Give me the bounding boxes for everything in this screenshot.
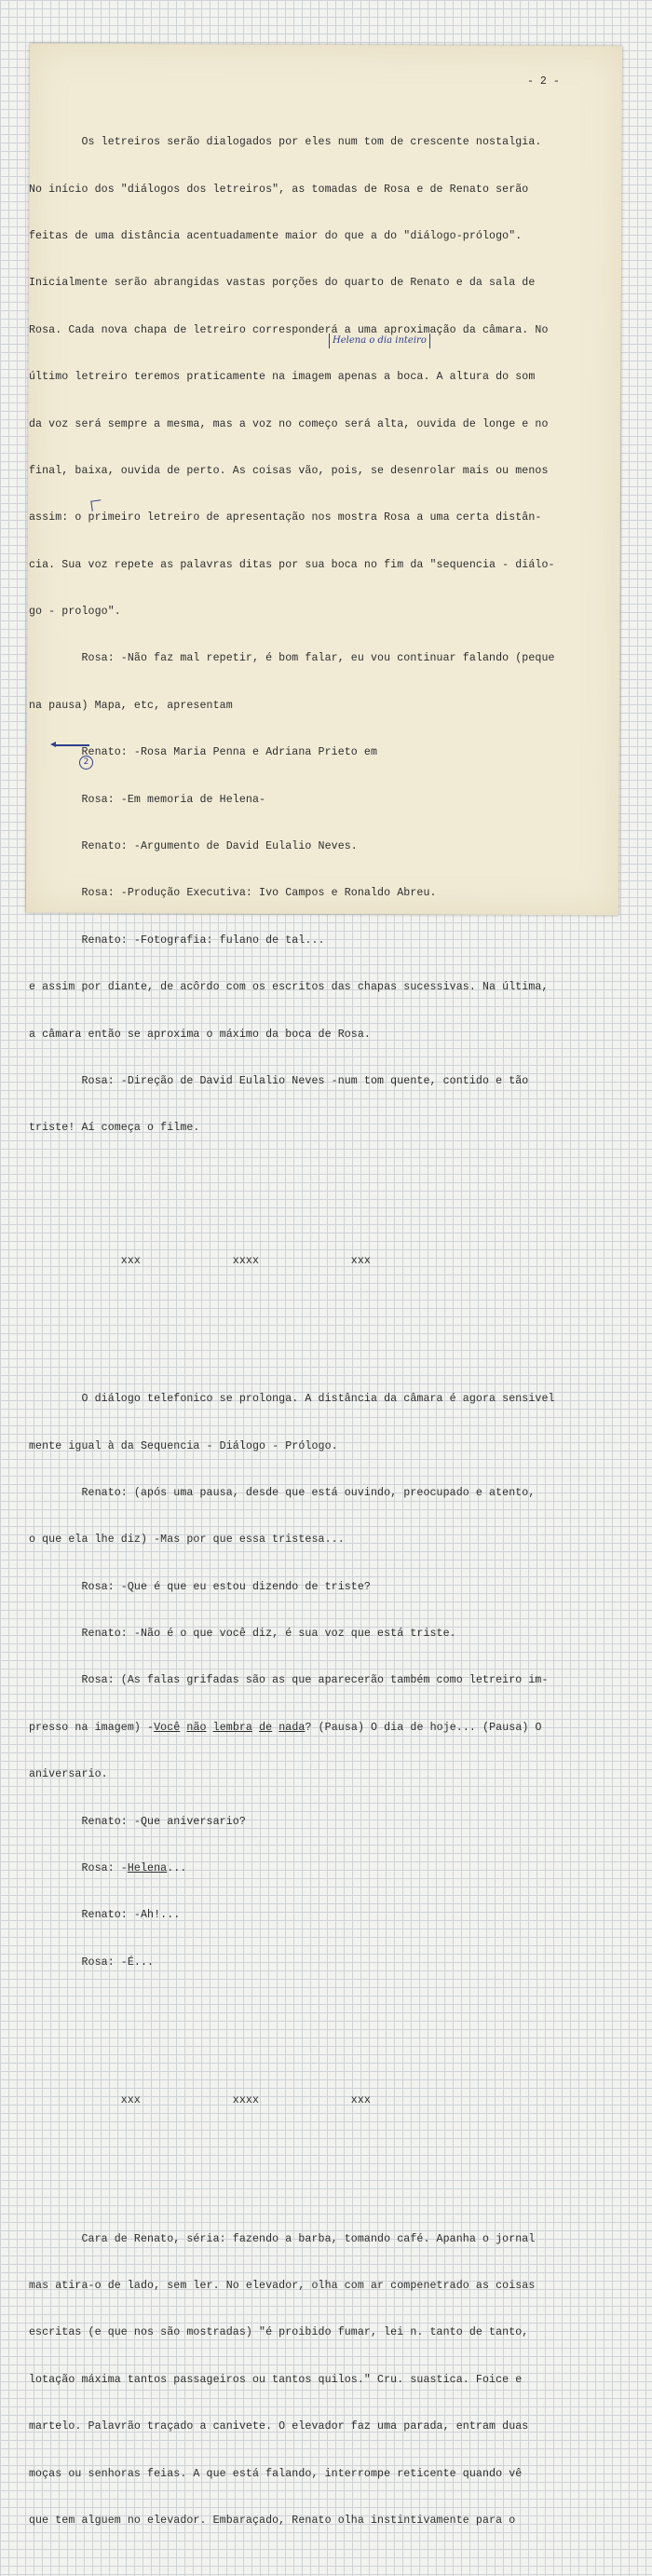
underlined-word: nada <box>278 1721 306 1734</box>
text-line: No início dos "diálogos dos letreiros", as tomadas de Rosa e de Renato serão <box>29 183 529 196</box>
text-line: cia. Sua voz repete as palavras ditas por sua boca no fim da "sequencia - diálo- <box>29 558 555 571</box>
text-line: Renato: -Rosa Maria Penna e Adriana Prieto em <box>29 746 378 759</box>
text-line: Renato: -Fotografia: fulano de tal... <box>29 934 325 947</box>
paragraph-intro <box>29 104 618 1168</box>
underlined-word: Helena <box>127 1862 168 1875</box>
underlined-word: de <box>259 1721 273 1734</box>
text-line: Renato: -Ah!... <box>29 1909 181 1922</box>
text-line: Os letreiros serão dialogados por eles num tom de crescente nostalgia. <box>29 136 542 149</box>
text-line: mas atira-o de lado, sem ler. No elevador, olha com ar compenetrado as coisas <box>29 2279 536 2292</box>
text-line: Renato: -Não é o que você diz, é sua voz que está triste. <box>29 1628 456 1641</box>
text-line: na pausa) Mapa, etc, apresentam <box>29 699 233 712</box>
text-line: que tem alguem no elevador. Embaraçado, Renato olha instintivamente para o <box>29 2514 516 2527</box>
text-line: último letreiro teremos praticamente na imagem apenas a boca. A altura do som <box>29 371 536 384</box>
text-line: da voz será sempre a mesma, mas a voz no começo será alta, ouvida de longe e no <box>29 417 549 430</box>
text-line: Inicialmente serão abrangidas vastas porções do quarto de Renato e da sala de <box>29 277 536 290</box>
text-line: triste! Aí começa o filme. <box>29 1122 200 1135</box>
text-line: Renato: -Que aniversario? <box>29 1815 246 1828</box>
text-segment: Rosa: - <box>29 1862 128 1875</box>
text-line: Rosa: -Não faz mal repetir, é bom falar, eu vou continuar falando (peque <box>29 652 555 665</box>
text-line: Rosa. Cada nova chapa de letreiro corresponderá a uma aproximação da câmara. No <box>29 323 549 336</box>
text-segment: ? (Pausa) O dia de hoje... (Pausa) O <box>305 1721 542 1734</box>
text-line: e assim por diante, de acôrdo com os escritos das chapas sucessivas. Na última, <box>29 981 549 994</box>
text-line: mente igual à da Sequencia - Diálogo - Prólogo. <box>29 1439 338 1452</box>
pen-corner-mark-icon <box>90 499 102 511</box>
underlined-word: Você <box>154 1721 181 1734</box>
underlined-word: lembra <box>212 1721 252 1734</box>
text-line: Rosa: (As falas grifadas são as que aparecerão também como letreiro im- <box>29 1674 549 1687</box>
text-line: Rosa: -Que é que eu estou dizendo de triste? <box>29 1580 371 1593</box>
text-segment: presso na imagem) - <box>29 1721 155 1734</box>
handwritten-circled-number: 2 <box>79 756 93 770</box>
paragraph-elevator-scene <box>29 2201 618 2560</box>
text-line: Renato: -Argumento de David Eulalio Neves. <box>29 840 358 853</box>
text-line: O diálogo telefonico se prolonga. A distância da câmara é agora sensivel <box>29 1393 555 1406</box>
text-line: Rosa: -Produção Executiva: Ivo Campos e Ronaldo Abreu. <box>29 887 437 900</box>
text-line: aniversario. <box>29 1768 108 1781</box>
text-line: feitas de uma distância acentuadamente maior do que a do "diálogo-prólogo". <box>29 229 523 242</box>
text-line: Rosa: -Direção de David Eulalio Neves -num tom quente, contido e tão <box>29 1075 529 1087</box>
text-segment: ... <box>167 1862 187 1875</box>
text-line: Cara de Renato, séria: fazendo a barba, tomando café. Apanha o jornal <box>29 2232 536 2245</box>
handwritten-note: Helena o dia inteiro <box>329 334 430 348</box>
text-line: go - prologo". <box>29 606 121 619</box>
scene-separator: xxx xxxx xxx <box>29 2094 371 2107</box>
text-line: final, baixa, ouvida de perto. As coisas vão, pois, se desenrolar mais ou menos <box>29 464 549 477</box>
scene-separator: xxx xxxx xxx <box>29 1254 371 1267</box>
underlined-word: não <box>186 1721 207 1734</box>
text-line: Rosa: -Em memoria de Helena- <box>29 793 266 806</box>
text-line: escritas (e que nos são mostradas) "é proibido fumar, lei n. tanto de tanto, <box>29 2326 529 2339</box>
text-line: moças ou senhoras feias. A que está falando, interrompe reticente quando vê <box>29 2467 523 2480</box>
paragraph-phone-dialogue <box>29 1361 618 2003</box>
text-line: o que ela lhe diz) -Mas por que essa tristesa... <box>29 1533 345 1547</box>
page-number: - 2 - <box>527 75 560 88</box>
text-line: Renato: (após uma pausa, desde que está ouvindo, preocupado e atento, <box>29 1486 536 1499</box>
typewritten-body <box>29 73 618 2576</box>
text-line: assim: o primeiro letreiro de apresentação nos mostra Rosa a uma certa distân- <box>29 511 542 525</box>
text-line-underlined <box>29 1861 618 1877</box>
pen-arrow-icon <box>54 744 89 746</box>
text-line: a câmara então se aproxima o máximo da boca de Rosa. <box>29 1028 371 1041</box>
text-line: Rosa: -É... <box>29 1956 155 1969</box>
text-line: martelo. Palavrão traçado a canivete. O elevador faz uma parada, entram duas <box>29 2420 529 2433</box>
text-line-underlined <box>29 1721 618 1737</box>
text-line: lotação máxima tantos passageiros ou tantos quilos." Cru. suastica. Foice e <box>29 2373 523 2386</box>
